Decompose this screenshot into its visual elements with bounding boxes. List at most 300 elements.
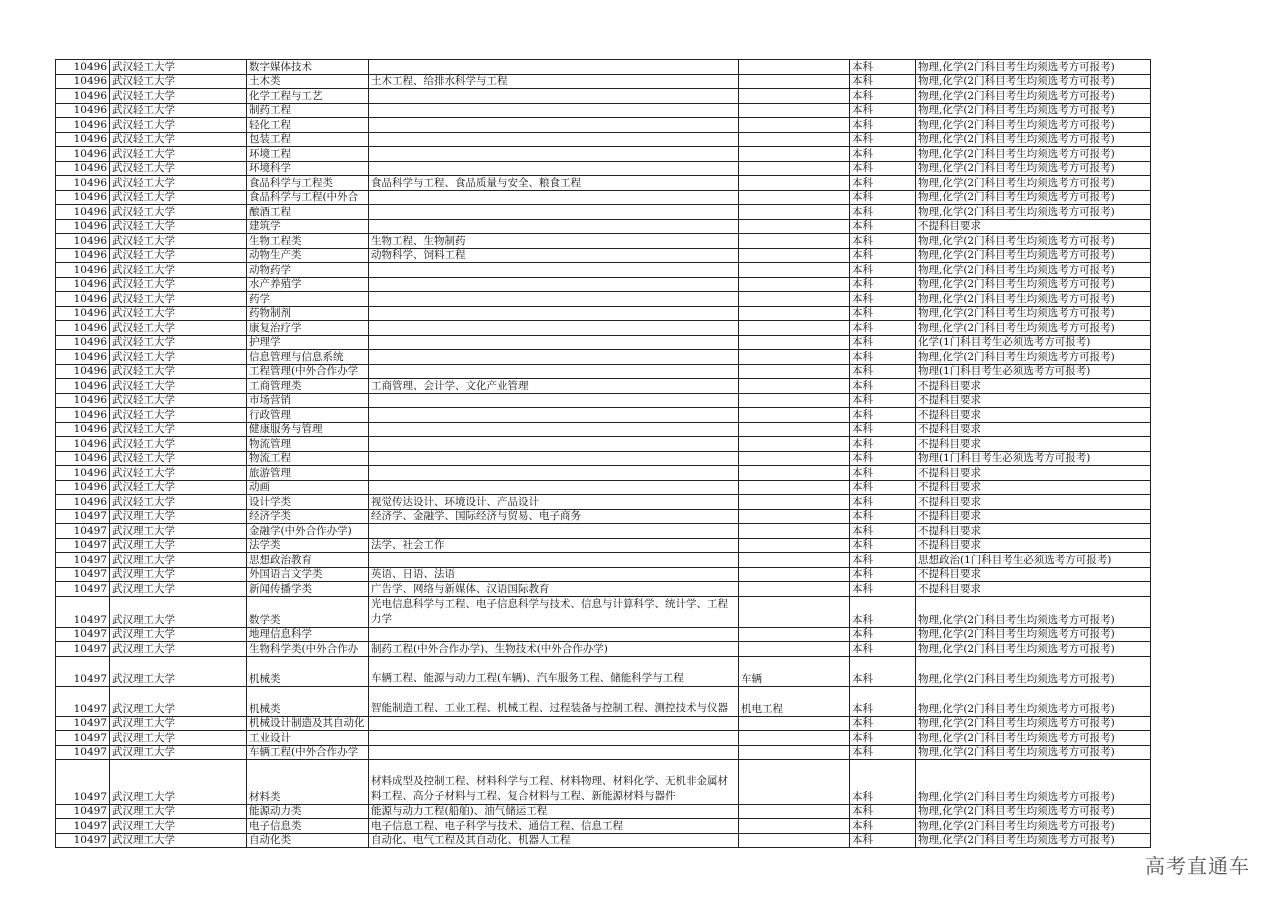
note-cell [739, 480, 850, 495]
school-code-cell: 10496 [56, 364, 110, 379]
school-name-cell: 武汉理工大学 [110, 804, 247, 819]
major-name-cell: 食品科学与工程类 [247, 176, 369, 191]
included-majors-cell: 材料成型及控制工程、材料科学与工程、材料物理、材料化学、无机非金属材料工程、高分子材料与工程、复合材料与工程、新能源材料与器件 [369, 760, 739, 805]
school-code-cell: 10496 [56, 60, 110, 75]
school-name-cell: 武汉理工大学 [110, 731, 247, 746]
table-row [56, 364, 1151, 379]
school-code-cell: 10497 [56, 745, 110, 760]
school-name-cell: 武汉理工大学 [110, 819, 247, 834]
included-majors-cell [369, 263, 739, 278]
major-name-cell: 信息管理与信息系统 [247, 350, 369, 365]
school-name-cell: 武汉轻工大学 [110, 379, 247, 394]
note-cell [739, 205, 850, 220]
included-majors-cell: 英语、日语、法语 [369, 567, 739, 582]
table-row [56, 205, 1151, 220]
note-cell: 机电工程 [739, 686, 850, 716]
subject-requirement-cell: 物理,化学(2门科目考生均须选考方可报考) [916, 596, 1151, 627]
subject-requirement-cell: 不提科目要求 [916, 567, 1151, 582]
school-code-cell: 10497 [56, 567, 110, 582]
level-cell: 本科 [850, 161, 916, 176]
table-row [56, 103, 1151, 118]
subject-requirement-cell: 物理(1门科目考生必须选考方可报考) [916, 451, 1151, 466]
included-majors-cell [369, 190, 739, 205]
level-cell: 本科 [850, 103, 916, 118]
included-majors-cell [369, 321, 739, 336]
included-majors-cell: 经济学、金融学、国际经济与贸易、电子商务 [369, 509, 739, 524]
major-name-cell: 酿酒工程 [247, 205, 369, 220]
subject-requirement-cell: 物理,化学(2门科目考生均须选考方可报考) [916, 234, 1151, 249]
school-code-cell: 10497 [56, 582, 110, 597]
school-name-cell: 武汉理工大学 [110, 538, 247, 553]
major-name-cell: 生物科学类(中外合作办 [247, 642, 369, 657]
major-name-cell: 动画 [247, 480, 369, 495]
level-cell: 本科 [850, 567, 916, 582]
subject-requirement-cell: 物理,化学(2门科目考生均须选考方可报考) [916, 161, 1151, 176]
major-name-cell: 护理学 [247, 335, 369, 350]
watermark: 高考直通车 [1145, 854, 1250, 878]
table-row [56, 509, 1151, 524]
subject-requirement-cell: 物理,化学(2门科目考生均须选考方可报考) [916, 176, 1151, 191]
table-row [56, 437, 1151, 452]
note-cell [739, 147, 850, 162]
note-cell [739, 379, 850, 394]
school-code-cell: 10496 [56, 379, 110, 394]
note-cell [739, 306, 850, 321]
major-name-cell: 环境工程 [247, 147, 369, 162]
included-majors-cell [369, 205, 739, 220]
school-name-cell: 武汉轻工大学 [110, 219, 247, 234]
school-code-cell: 10496 [56, 132, 110, 147]
school-code-cell: 10497 [56, 731, 110, 746]
school-name-cell: 武汉轻工大学 [110, 321, 247, 336]
school-name-cell: 武汉轻工大学 [110, 292, 247, 307]
school-code-cell: 10497 [56, 760, 110, 805]
note-cell [739, 321, 850, 336]
table-row [56, 760, 1151, 805]
school-code-cell: 10496 [56, 176, 110, 191]
school-name-cell: 武汉理工大学 [110, 596, 247, 627]
note-cell [739, 176, 850, 191]
school-code-cell: 10497 [56, 804, 110, 819]
school-code-cell: 10496 [56, 292, 110, 307]
note-cell [739, 716, 850, 731]
table-row [56, 567, 1151, 582]
school-code-cell: 10496 [56, 234, 110, 249]
school-name-cell: 武汉轻工大学 [110, 248, 247, 263]
subject-requirement-cell: 物理,化学(2门科目考生均须选考方可报考) [916, 205, 1151, 220]
included-majors-cell [369, 437, 739, 452]
level-cell: 本科 [850, 306, 916, 321]
major-name-cell: 机械类 [247, 656, 369, 686]
major-name-cell: 金融学(中外合作办学) [247, 524, 369, 539]
level-cell: 本科 [850, 480, 916, 495]
subject-requirement-cell: 物理,化学(2门科目考生均须选考方可报考) [916, 103, 1151, 118]
table-row [56, 804, 1151, 819]
note-cell [739, 524, 850, 539]
major-name-cell: 物流管理 [247, 437, 369, 452]
note-cell [739, 161, 850, 176]
major-name-cell: 工业设计 [247, 731, 369, 746]
table-row [56, 553, 1151, 568]
subject-requirement-cell: 物理,化学(2门科目考生均须选考方可报考) [916, 745, 1151, 760]
table-row [56, 118, 1151, 133]
school-name-cell: 武汉轻工大学 [110, 277, 247, 292]
level-cell: 本科 [850, 466, 916, 481]
note-cell [739, 393, 850, 408]
note-cell [739, 553, 850, 568]
included-majors-cell: 工商管理、会计学、文化产业管理 [369, 379, 739, 394]
school-code-cell: 10496 [56, 263, 110, 278]
subject-requirement-cell: 物理,化学(2门科目考生均须选考方可报考) [916, 118, 1151, 133]
school-name-cell: 武汉理工大学 [110, 553, 247, 568]
school-name-cell: 武汉轻工大学 [110, 89, 247, 104]
school-name-cell: 武汉轻工大学 [110, 118, 247, 133]
note-cell [739, 350, 850, 365]
school-name-cell: 武汉理工大学 [110, 656, 247, 686]
level-cell: 本科 [850, 364, 916, 379]
school-code-cell: 10496 [56, 321, 110, 336]
school-name-cell: 武汉轻工大学 [110, 364, 247, 379]
school-name-cell: 武汉轻工大学 [110, 335, 247, 350]
level-cell: 本科 [850, 495, 916, 510]
level-cell: 本科 [850, 234, 916, 249]
subject-requirement-cell: 不提科目要求 [916, 379, 1151, 394]
note-cell [739, 132, 850, 147]
table-row [56, 833, 1151, 848]
note-cell [739, 118, 850, 133]
table-row [56, 656, 1151, 686]
level-cell: 本科 [850, 686, 916, 716]
included-majors-cell [369, 132, 739, 147]
level-cell: 本科 [850, 118, 916, 133]
level-cell: 本科 [850, 716, 916, 731]
school-name-cell: 武汉轻工大学 [110, 422, 247, 437]
major-name-cell: 车辆工程(中外合作办学 [247, 745, 369, 760]
table-row [56, 393, 1151, 408]
school-name-cell: 武汉理工大学 [110, 833, 247, 848]
note-cell [739, 538, 850, 553]
table-row [56, 466, 1151, 481]
subject-requirement-cell: 不提科目要求 [916, 437, 1151, 452]
included-majors-cell [369, 716, 739, 731]
school-code-cell: 10496 [56, 480, 110, 495]
school-name-cell: 武汉轻工大学 [110, 234, 247, 249]
note-cell: 车辆 [739, 656, 850, 686]
subject-requirement-cell: 不提科目要求 [916, 495, 1151, 510]
major-name-cell: 自动化类 [247, 833, 369, 848]
level-cell: 本科 [850, 553, 916, 568]
table-row [56, 582, 1151, 597]
table-row [56, 161, 1151, 176]
table-row [56, 335, 1151, 350]
subject-requirement-cell: 物理,化学(2门科目考生均须选考方可报考) [916, 60, 1151, 75]
note-cell [739, 248, 850, 263]
included-majors-cell [369, 89, 739, 104]
subject-requirement-cell: 物理,化学(2门科目考生均须选考方可报考) [916, 277, 1151, 292]
included-majors-cell [369, 627, 739, 642]
included-majors-cell [369, 480, 739, 495]
level-cell: 本科 [850, 656, 916, 686]
school-name-cell: 武汉轻工大学 [110, 263, 247, 278]
included-majors-cell [369, 60, 739, 75]
subject-requirement-cell: 物理,化学(2门科目考生均须选考方可报考) [916, 190, 1151, 205]
included-majors-cell: 土木工程、给排水科学与工程 [369, 74, 739, 89]
note-cell [739, 364, 850, 379]
level-cell: 本科 [850, 292, 916, 307]
note-cell [739, 819, 850, 834]
major-name-cell: 物流工程 [247, 451, 369, 466]
school-name-cell: 武汉理工大学 [110, 567, 247, 582]
school-code-cell: 10497 [56, 656, 110, 686]
school-name-cell: 武汉轻工大学 [110, 147, 247, 162]
included-majors-cell: 光电信息科学与工程、电子信息科学与技术、信息与计算科学、统计学、工程力学 [369, 596, 739, 627]
table-row [56, 176, 1151, 191]
table-row [56, 60, 1151, 75]
major-name-cell: 药学 [247, 292, 369, 307]
table-row [56, 219, 1151, 234]
school-code-cell: 10497 [56, 716, 110, 731]
admission-subject-table [55, 59, 1151, 848]
school-name-cell: 武汉轻工大学 [110, 190, 247, 205]
table-row [56, 480, 1151, 495]
major-name-cell: 法学类 [247, 538, 369, 553]
school-name-cell: 武汉轻工大学 [110, 60, 247, 75]
included-majors-cell: 智能制造工程、工业工程、机械工程、过程装备与控制工程、测控技术与仪器 [369, 686, 739, 716]
major-name-cell: 经济学类 [247, 509, 369, 524]
note-cell [739, 760, 850, 805]
major-name-cell: 能源动力类 [247, 804, 369, 819]
major-name-cell: 包装工程 [247, 132, 369, 147]
note-cell [739, 190, 850, 205]
school-code-cell: 10497 [56, 596, 110, 627]
level-cell: 本科 [850, 642, 916, 657]
table-row [56, 89, 1151, 104]
school-code-cell: 10497 [56, 509, 110, 524]
major-name-cell: 食品科学与工程(中外合 [247, 190, 369, 205]
major-name-cell: 化学工程与工艺 [247, 89, 369, 104]
included-majors-cell: 电子信息工程、电子科学与技术、通信工程、信息工程 [369, 819, 739, 834]
major-name-cell: 市场营销 [247, 393, 369, 408]
major-name-cell: 土木类 [247, 74, 369, 89]
subject-requirement-cell: 不提科目要求 [916, 480, 1151, 495]
major-name-cell: 工商管理类 [247, 379, 369, 394]
school-name-cell: 武汉轻工大学 [110, 176, 247, 191]
table-row [56, 132, 1151, 147]
subject-requirement-cell: 不提科目要求 [916, 219, 1151, 234]
table-row [56, 292, 1151, 307]
subject-requirement-cell: 不提科目要求 [916, 393, 1151, 408]
note-cell [739, 833, 850, 848]
school-code-cell: 10497 [56, 524, 110, 539]
table-row [56, 819, 1151, 834]
table-row [56, 745, 1151, 760]
included-majors-cell [369, 451, 739, 466]
level-cell: 本科 [850, 263, 916, 278]
major-name-cell: 地理信息科学 [247, 627, 369, 642]
included-majors-cell: 法学、社会工作 [369, 538, 739, 553]
major-name-cell: 行政管理 [247, 408, 369, 423]
included-majors-cell [369, 350, 739, 365]
level-cell: 本科 [850, 321, 916, 336]
note-cell [739, 567, 850, 582]
note-cell [739, 745, 850, 760]
note-cell [739, 219, 850, 234]
table-row [56, 642, 1151, 657]
school-name-cell: 武汉理工大学 [110, 509, 247, 524]
level-cell: 本科 [850, 451, 916, 466]
school-code-cell: 10496 [56, 306, 110, 321]
table-row [56, 495, 1151, 510]
subject-requirement-cell: 物理,化学(2门科目考生均须选考方可报考) [916, 321, 1151, 336]
subject-requirement-cell: 物理,化学(2门科目考生均须选考方可报考) [916, 731, 1151, 746]
subject-requirement-cell: 不提科目要求 [916, 582, 1151, 597]
subject-requirement-cell: 物理,化学(2门科目考生均须选考方可报考) [916, 716, 1151, 731]
subject-requirement-cell: 不提科目要求 [916, 408, 1151, 423]
major-name-cell: 新闻传播学类 [247, 582, 369, 597]
school-name-cell: 武汉轻工大学 [110, 495, 247, 510]
subject-requirement-cell: 物理,化学(2门科目考生均须选考方可报考) [916, 686, 1151, 716]
major-name-cell: 机械设计制造及其自动化 [247, 716, 369, 731]
note-cell [739, 292, 850, 307]
level-cell: 本科 [850, 393, 916, 408]
level-cell: 本科 [850, 350, 916, 365]
school-code-cell: 10496 [56, 190, 110, 205]
included-majors-cell: 能源与动力工程(船舶)、油气储运工程 [369, 804, 739, 819]
level-cell: 本科 [850, 745, 916, 760]
school-code-cell: 10496 [56, 495, 110, 510]
level-cell: 本科 [850, 277, 916, 292]
table-row [56, 277, 1151, 292]
school-code-cell: 10496 [56, 89, 110, 104]
school-code-cell: 10496 [56, 350, 110, 365]
school-name-cell: 武汉轻工大学 [110, 132, 247, 147]
table-row [56, 263, 1151, 278]
subject-requirement-cell: 不提科目要求 [916, 466, 1151, 481]
school-name-cell: 武汉理工大学 [110, 760, 247, 805]
level-cell: 本科 [850, 538, 916, 553]
major-name-cell: 材料类 [247, 760, 369, 805]
school-code-cell: 10496 [56, 335, 110, 350]
school-code-cell: 10497 [56, 819, 110, 834]
school-code-cell: 10497 [56, 686, 110, 716]
major-name-cell: 数学类 [247, 596, 369, 627]
included-majors-cell [369, 306, 739, 321]
level-cell: 本科 [850, 176, 916, 191]
subject-requirement-cell: 物理,化学(2门科目考生均须选考方可报考) [916, 656, 1151, 686]
level-cell: 本科 [850, 731, 916, 746]
included-majors-cell [369, 219, 739, 234]
school-code-cell: 10496 [56, 118, 110, 133]
note-cell [739, 422, 850, 437]
level-cell: 本科 [850, 524, 916, 539]
major-name-cell: 外国语言文学类 [247, 567, 369, 582]
subject-requirement-cell: 物理,化学(2门科目考生均须选考方可报考) [916, 819, 1151, 834]
note-cell [739, 642, 850, 657]
level-cell: 本科 [850, 89, 916, 104]
school-code-cell: 10496 [56, 437, 110, 452]
school-code-cell: 10497 [56, 538, 110, 553]
included-majors-cell: 视觉传达设计、环境设计、产品设计 [369, 495, 739, 510]
school-code-cell: 10496 [56, 277, 110, 292]
table-row [56, 596, 1151, 627]
subject-requirement-cell: 不提科目要求 [916, 524, 1151, 539]
table-row [56, 451, 1151, 466]
included-majors-cell: 动物科学、饲料工程 [369, 248, 739, 263]
table-row [56, 538, 1151, 553]
school-name-cell: 武汉理工大学 [110, 627, 247, 642]
note-cell [739, 437, 850, 452]
included-majors-cell [369, 277, 739, 292]
school-name-cell: 武汉理工大学 [110, 716, 247, 731]
included-majors-cell [369, 103, 739, 118]
subject-requirement-cell: 物理,化学(2门科目考生均须选考方可报考) [916, 74, 1151, 89]
note-cell [739, 582, 850, 597]
note-cell [739, 509, 850, 524]
included-majors-cell [369, 118, 739, 133]
subject-requirement-cell: 物理,化学(2门科目考生均须选考方可报考) [916, 306, 1151, 321]
included-majors-cell [369, 408, 739, 423]
note-cell [739, 89, 850, 104]
table-row [56, 408, 1151, 423]
school-code-cell: 10496 [56, 219, 110, 234]
major-name-cell: 机械类 [247, 686, 369, 716]
school-name-cell: 武汉轻工大学 [110, 466, 247, 481]
level-cell: 本科 [850, 760, 916, 805]
major-name-cell: 环境科学 [247, 161, 369, 176]
note-cell [739, 74, 850, 89]
major-name-cell: 建筑学 [247, 219, 369, 234]
table-row [56, 731, 1151, 746]
note-cell [739, 60, 850, 75]
note-cell [739, 451, 850, 466]
subject-requirement-cell: 不提科目要求 [916, 538, 1151, 553]
included-majors-cell [369, 335, 739, 350]
level-cell: 本科 [850, 596, 916, 627]
major-name-cell: 数字媒体技术 [247, 60, 369, 75]
included-majors-cell [369, 745, 739, 760]
note-cell [739, 596, 850, 627]
level-cell: 本科 [850, 408, 916, 423]
school-code-cell: 10496 [56, 422, 110, 437]
major-name-cell: 水产养殖学 [247, 277, 369, 292]
subject-requirement-cell: 化学(1门科目考生必须选考方可报考) [916, 335, 1151, 350]
major-name-cell: 药物制剂 [247, 306, 369, 321]
major-name-cell: 工程管理(中外合作办学 [247, 364, 369, 379]
table-row [56, 234, 1151, 249]
level-cell: 本科 [850, 422, 916, 437]
school-code-cell: 10496 [56, 74, 110, 89]
school-name-cell: 武汉轻工大学 [110, 103, 247, 118]
level-cell: 本科 [850, 819, 916, 834]
note-cell [739, 408, 850, 423]
included-majors-cell: 制药工程(中外合作办学)、生物技术(中外合作办学) [369, 642, 739, 657]
note-cell [739, 627, 850, 642]
note-cell [739, 466, 850, 481]
table-row [56, 321, 1151, 336]
level-cell: 本科 [850, 74, 916, 89]
included-majors-cell: 广告学、网络与新媒体、汉语国际教育 [369, 582, 739, 597]
school-name-cell: 武汉轻工大学 [110, 393, 247, 408]
note-cell [739, 731, 850, 746]
subject-requirement-cell: 物理,化学(2门科目考生均须选考方可报考) [916, 89, 1151, 104]
school-name-cell: 武汉轻工大学 [110, 161, 247, 176]
included-majors-cell [369, 553, 739, 568]
level-cell: 本科 [850, 219, 916, 234]
included-majors-cell [369, 524, 739, 539]
school-name-cell: 武汉轻工大学 [110, 451, 247, 466]
subject-requirement-cell: 物理,化学(2门科目考生均须选考方可报考) [916, 804, 1151, 819]
school-name-cell: 武汉理工大学 [110, 524, 247, 539]
